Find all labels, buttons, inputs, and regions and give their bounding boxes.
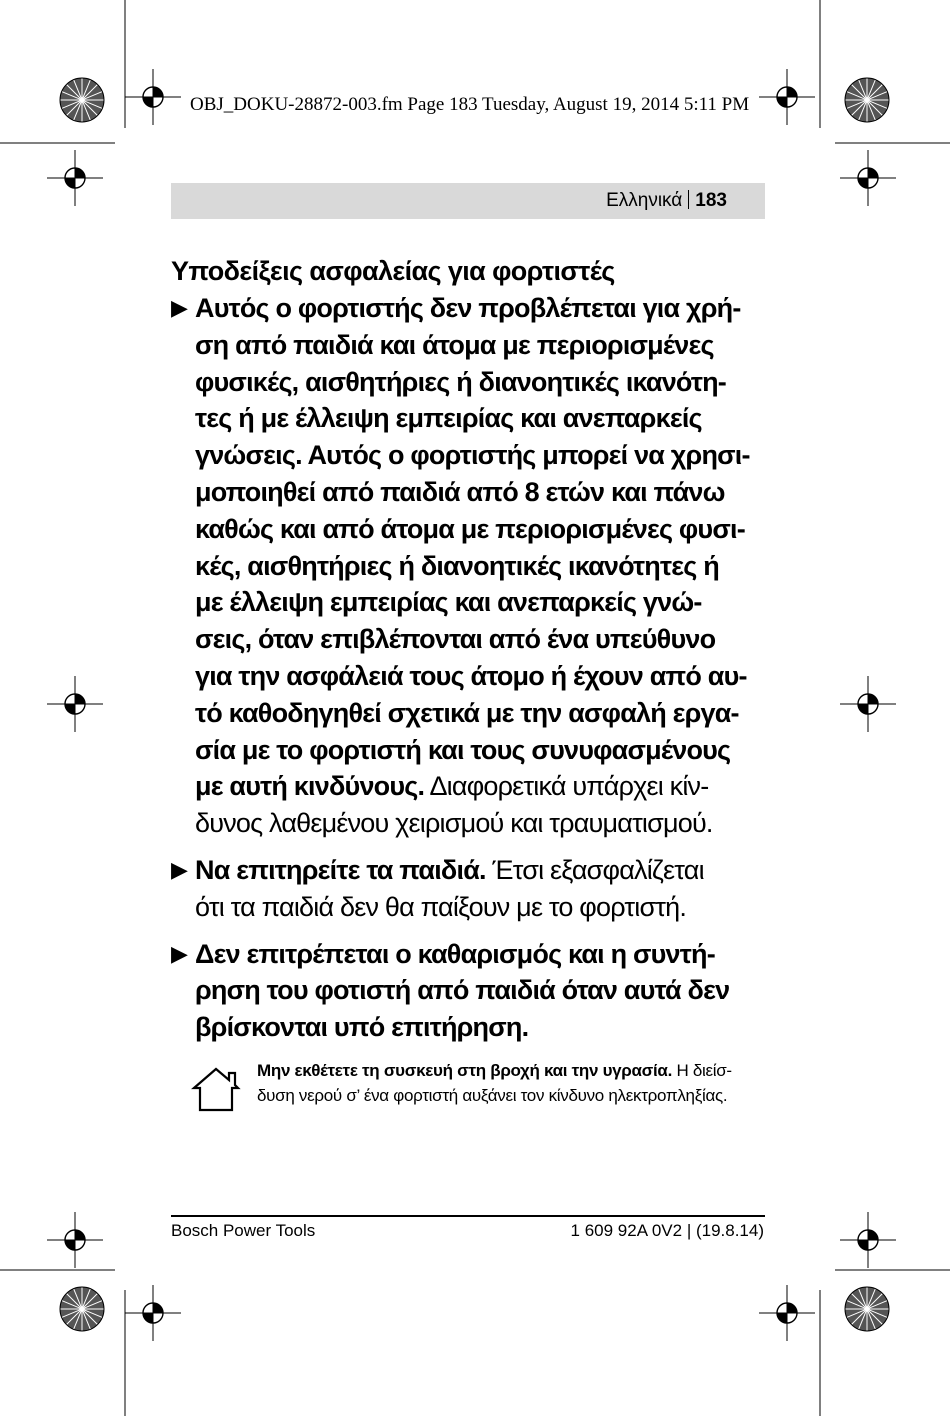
bold-text: καθώς και από άτομα με περιορισμένες φυσι- <box>195 513 745 544</box>
text-line <box>195 658 765 695</box>
bold-text: ρηση του φοτιστή από παιδιά όταν αυτά δεν <box>195 975 730 1006</box>
safety-item <box>171 852 765 926</box>
warning-text <box>257 1058 765 1108</box>
bold-text: για την ασφάλειά τους άτομο ή έχουν από αυ- <box>195 660 747 691</box>
bold-text: Να επιτηρείτε τα παιδιά. <box>195 854 486 885</box>
safety-item <box>171 290 765 842</box>
text-line <box>195 400 765 437</box>
text-line <box>195 327 765 364</box>
running-head-separator <box>688 190 689 209</box>
text-line <box>195 621 765 658</box>
footer-rule <box>171 1215 765 1217</box>
page-number: 183 <box>695 190 727 211</box>
bullet-arrow-icon: ▶ <box>171 295 188 320</box>
safety-item <box>171 936 765 1046</box>
text-line <box>195 1009 765 1046</box>
regular-text: ότι τα παιδιά δεν θα παίξουν με το φορτιστή. <box>195 891 687 922</box>
running-head-language: Ελληνικά <box>606 190 683 211</box>
text-line <box>195 511 765 548</box>
text-line <box>195 889 765 926</box>
bold-text: Αυτός ο φορτιστής δεν προβλέπεται για χρή- <box>195 293 741 323</box>
text-line <box>195 437 765 474</box>
item-gap <box>171 926 765 936</box>
bold-text: τες ή με έλλειψη εμπειρίας και ανεπαρκείς <box>195 403 702 434</box>
text-line <box>195 852 765 889</box>
bold-text: με έλλειψη εμπειρίας και ανεπαρκείς γνώ- <box>195 587 702 618</box>
bold-text: τό καθοδηγηθεί σχετικά με την ασφαλή εργα- <box>195 697 739 728</box>
text-line <box>257 1058 765 1083</box>
bold-text: σεις, όταν επιβλέπονται από ένα υπεύθυνο <box>195 624 716 655</box>
safety-items <box>171 290 765 1046</box>
text-line <box>195 548 765 585</box>
text-line <box>195 805 765 842</box>
item-gap <box>171 842 765 852</box>
running-head-bar <box>171 183 765 219</box>
text-line <box>195 290 765 327</box>
regular-text: Έτσι εξασφαλίζεται <box>485 854 704 885</box>
indoor-use-only-house-icon <box>191 1066 241 1112</box>
print-job-header: OBJ_DOKU-28872-003.fm Page 183 Tuesday, August 19, 2014 5:11 PM <box>190 94 750 115</box>
text-line <box>195 584 765 621</box>
text-line <box>195 768 765 805</box>
regular-text: δυση νερού σ’ ένα φορτιστή αυξάνει τον κίνδυνο ηλεκτροπληξίας. <box>257 1085 728 1105</box>
regular-text: Η διείσ- <box>672 1060 732 1080</box>
warning-note <box>171 1058 765 1108</box>
page-content <box>171 252 765 1108</box>
section-heading: Υποδείξεις ασφαλείας για φορτιστές <box>171 256 615 286</box>
text-line <box>195 364 765 401</box>
text-line <box>195 972 765 1009</box>
footer-publisher: Bosch Power Tools <box>171 1221 316 1240</box>
bold-text: κές, αισθητήριες ή διανοητικές ικανότητες ή <box>195 550 719 581</box>
regular-text: δυνος λαθεμένου χειρισμού και τραυματισμού. <box>195 808 713 839</box>
bold-text: φυσικές, αισθητήριες ή διανοητικές ικανότη- <box>195 366 726 397</box>
bold-text: σία με το φορτιστή και τους συνυφασμένους <box>195 734 731 765</box>
bold-text: γνώσεις. Αυτός ο φορτιστής μπορεί να χρησι- <box>195 440 750 471</box>
bold-text: Δεν επιτρέπεται ο καθαρισμός και η συντή- <box>195 938 715 969</box>
bullet-arrow-icon: ▶ <box>171 856 188 882</box>
bold-text: βρίσκονται υπό επιτήρηση. <box>195 1012 529 1043</box>
running-head <box>606 190 727 212</box>
text-line <box>195 732 765 769</box>
bullet-arrow-icon: ▶ <box>171 940 188 966</box>
text-line <box>195 474 765 511</box>
bold-text: Μην εκθέτετε τη συσκευή στη βροχή και την υγρασία. <box>257 1060 673 1080</box>
bold-text: ση από παιδιά και άτομα με περιορισμένες <box>195 329 714 360</box>
bold-text: μοποιηθεί από παιδιά από 8 ετών και πάνω <box>195 476 725 507</box>
text-line <box>257 1083 765 1108</box>
footer-document-code: 1 609 92A 0V2 | (19.8.14) <box>570 1221 764 1240</box>
regular-text: Διαφορετικά υπάρχει κίν- <box>424 771 709 802</box>
bold-text: με αυτή κινδύνους. <box>195 771 425 802</box>
text-line <box>195 695 765 732</box>
text-line <box>195 936 765 973</box>
